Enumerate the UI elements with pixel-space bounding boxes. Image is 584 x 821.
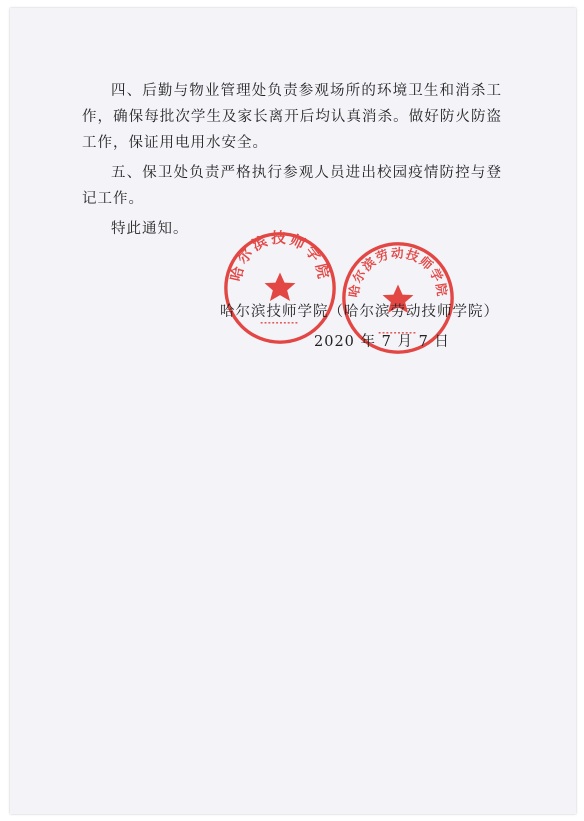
paragraph-item-4: 四、后勤与物业管理处负责参观场所的环境卫生和消杀工作，确保每批次学生及家长离开后均认真消杀。做好防火防盗工作，保证用电用水安全。 bbox=[82, 83, 502, 151]
closing-notice: 特此通知。 bbox=[111, 221, 189, 237]
official-seal-left-icon bbox=[222, 230, 338, 346]
seal-right-text: 哈尔滨劳动技师学院 bbox=[345, 245, 451, 299]
document-page bbox=[10, 8, 576, 814]
issue-date: 2020 年 7 月 7 日 bbox=[314, 334, 450, 350]
issuer-name: 哈尔滨技师学院（哈尔滨劳动技师学院） bbox=[220, 304, 499, 320]
seal-left-text: 哈尔滨技师学院 bbox=[227, 230, 333, 283]
paragraph-item-5: 五、保卫处负责严格执行参观人员进出校园疫情防控与登记工作。 bbox=[82, 165, 502, 207]
